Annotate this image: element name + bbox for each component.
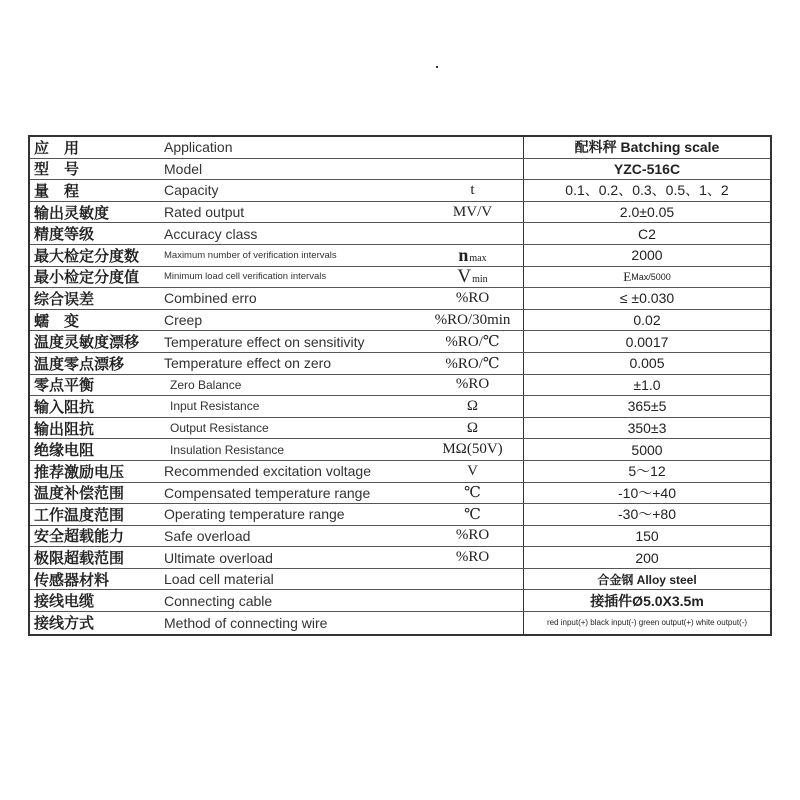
param-unit: %RO/℃ [422, 331, 524, 352]
param-value: 200 [635, 549, 659, 566]
param-en: Application [164, 139, 233, 156]
table-row [30, 439, 770, 461]
param-unit: MV/V [422, 202, 524, 223]
param-unit: %RO [422, 288, 524, 309]
param-cn: 型 号 [34, 160, 80, 179]
param-cn: 蠕 变 [34, 311, 80, 330]
param-en: Rated output [164, 204, 245, 221]
table-row [30, 245, 770, 267]
table-row [30, 331, 770, 353]
table-row [30, 547, 770, 569]
param-unit [422, 267, 524, 288]
param-value: 接插件Ø5.0X3.5m [590, 592, 704, 609]
param-cn: 综合误差 [34, 289, 95, 308]
param-en: Combined erro [164, 290, 257, 307]
param-en: Insulation Resistance [170, 442, 285, 457]
param-unit [422, 159, 524, 180]
param-value: 配料秤 Batching scale [574, 139, 720, 156]
param-unit: MΩ(50V) [422, 439, 524, 460]
param-cn: 量 程 [34, 181, 80, 200]
param-value: YZC-516C [613, 160, 681, 177]
param-unit: %RO [422, 375, 524, 396]
param-cn: 推荐激励电压 [34, 462, 125, 481]
table-row [30, 267, 770, 289]
param-en: Connecting cable [164, 592, 273, 609]
param-cn: 应 用 [34, 138, 80, 157]
spec-table [28, 135, 772, 636]
param-unit [422, 137, 524, 158]
param-unit: ℃ [422, 504, 524, 525]
table-row [30, 526, 770, 548]
param-unit [422, 245, 524, 266]
param-cn: 接线方式 [34, 614, 95, 633]
table-row [30, 180, 770, 202]
param-en: Minimum load cell verification intervals [164, 271, 327, 283]
param-cn: 精度等级 [34, 225, 95, 244]
param-unit [422, 569, 524, 590]
param-en: Temperature effect on zero [164, 355, 332, 372]
table-row [30, 461, 770, 483]
param-cn: 传感器材料 [34, 570, 110, 589]
table-row [30, 418, 770, 440]
param-cn: 安全超载能力 [34, 527, 125, 546]
unit-main: V [457, 266, 472, 287]
param-en: Load cell material [164, 571, 274, 588]
param-en: Method of connecting wire [164, 614, 328, 631]
table-row [30, 310, 770, 332]
value-main: E [623, 268, 632, 284]
table-row [30, 288, 770, 310]
param-cn: 绝缘电阻 [34, 441, 95, 460]
table-row [30, 137, 770, 159]
param-en: Input Resistance [170, 399, 260, 414]
param-value: 0.1、0.2、0.3、0.5、1、2 [565, 182, 729, 199]
param-unit: t [422, 180, 524, 201]
value-sub: Max/5000 [631, 271, 671, 282]
param-cn: 接线电缆 [34, 592, 95, 611]
param-value: 5～12 [628, 463, 666, 480]
table-row [30, 504, 770, 526]
param-en: Accuracy class [164, 225, 258, 242]
param-unit [422, 223, 524, 244]
param-cn: 输出阻抗 [34, 419, 95, 438]
param-en: Creep [164, 312, 203, 329]
param-en: Safe overload [164, 527, 251, 544]
stray-dot [436, 66, 438, 68]
param-value: -30～+80 [618, 506, 676, 523]
param-en: Zero Balance [170, 377, 242, 392]
param-en: Temperature effect on sensitivity [164, 333, 365, 350]
param-unit: Ω [422, 418, 524, 439]
param-unit: %RO/30min [422, 310, 524, 331]
param-value: 365±5 [627, 398, 667, 415]
table-row [30, 223, 770, 245]
param-en: Compensated temperature range [164, 484, 371, 501]
param-en: Ultimate overload [164, 549, 273, 566]
table-row [30, 159, 770, 181]
param-value: 2000 [631, 247, 663, 264]
param-en: Output Resistance [170, 421, 269, 436]
table-row [30, 353, 770, 375]
unit-sub: max [469, 252, 487, 264]
param-unit: ℃ [422, 483, 524, 504]
param-cn: 最小检定分度值 [34, 268, 140, 287]
param-unit [422, 612, 524, 634]
param-en: Maximum number of verification intervals [164, 249, 337, 261]
param-value: ±1.0 [633, 376, 661, 393]
table-row [30, 483, 770, 505]
param-en: Recommended excitation voltage [164, 463, 372, 480]
param-cn: 最大检定分度数 [34, 246, 140, 265]
param-cn: 零点平衡 [34, 376, 95, 395]
param-unit [422, 590, 524, 611]
param-en: Operating temperature range [164, 506, 345, 523]
param-unit: Ω [422, 396, 524, 417]
param-value: red input(+) black input(-) green output(+) white output(-) [546, 618, 748, 628]
param-cn: 输入阻抗 [34, 397, 95, 416]
param-value: 5000 [631, 441, 663, 458]
param-cn: 极限超载范围 [34, 549, 125, 568]
table-row [30, 612, 770, 634]
table-row [30, 375, 770, 397]
param-unit: %RO [422, 547, 524, 568]
param-unit: %RO [422, 526, 524, 547]
param-value: 150 [635, 527, 659, 544]
param-unit: %RO/℃ [422, 353, 524, 374]
param-en: Capacity [164, 182, 219, 199]
param-value: 0.02 [633, 312, 661, 329]
table-row [30, 569, 770, 591]
param-cn: 温度零点漂移 [34, 354, 125, 373]
param-cn: 输出灵敏度 [34, 203, 110, 222]
param-en: Model [164, 160, 203, 177]
param-value: 合金钢 Alloy steel [597, 572, 697, 587]
param-cn: 温度灵敏度漂移 [34, 333, 140, 352]
param-value: C2 [638, 225, 656, 242]
table-row [30, 202, 770, 224]
param-cn: 工作温度范围 [34, 505, 125, 524]
param-value: 0.0017 [625, 333, 669, 350]
param-value: 0.005 [629, 355, 665, 372]
unit-main: n [458, 244, 469, 265]
param-value [524, 267, 770, 288]
param-unit: V [422, 461, 524, 482]
table-row [30, 396, 770, 418]
unit-sub: min [472, 274, 488, 286]
param-cn: 温度补偿范围 [34, 484, 125, 503]
table-row [30, 590, 770, 612]
param-value: 350±3 [627, 420, 667, 437]
param-value: 2.0±0.05 [619, 204, 675, 221]
param-value: -10～+40 [618, 484, 676, 501]
param-value: ≤ ±0.030 [619, 290, 675, 307]
